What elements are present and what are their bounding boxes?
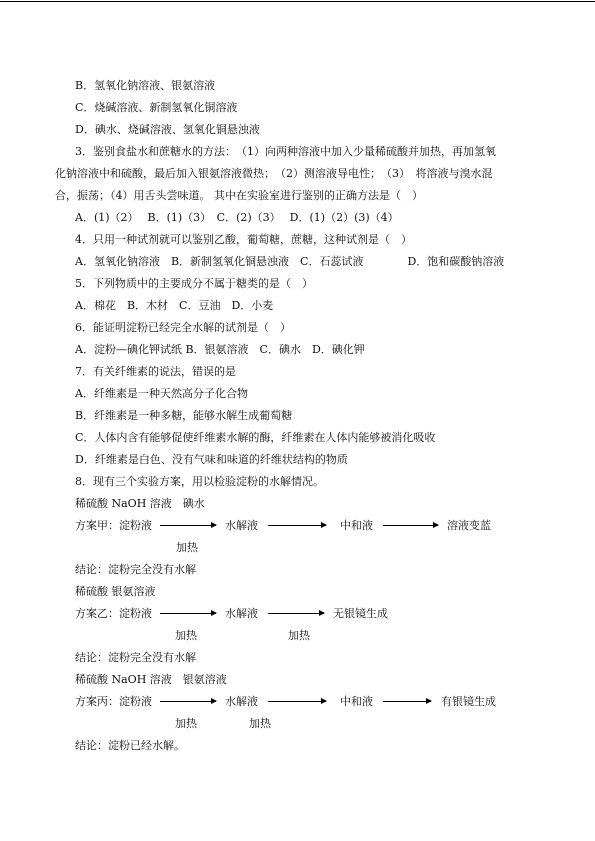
plan-b-reagents: 稀硫酸 银氨溶液 [75,585,156,598]
q3-stem-line2: 化钠溶液中和硫酸，最后加入银氨溶液微热； （2）测溶液导电性； （3） 将溶液与溴水混 [55,167,493,180]
q4-stem: 4．只用一种试剂就可以鉴别乙酸，葡萄糖，蔗糖，这种试剂是（ ） [75,233,412,246]
plan-b-step2: 无银镜生成 [333,607,388,620]
plan-a-arrow-1 [160,525,216,526]
plan-a-arrow-3 [383,525,438,526]
plan-c-reagents: 稀硫酸 NaOH 溶液 银氨溶液 [75,673,227,686]
q3-stem-line3: 合，振荡；（4）用舌头尝味道。 其中在实验室进行鉴别的正确方法是（ ） [55,189,423,202]
plan-a-conclusion: 结论：淀粉完全没有水解 [75,563,196,576]
q7-stem: 7．有关纤维素的说法，错误的是 [75,365,236,378]
plan-c-step3: 有银镜生成 [441,695,496,708]
q2-option-b: B．氢氧化钠溶液、银氨溶液 [75,79,216,92]
plan-b-heat-2: 加热 [288,629,310,642]
plan-a-step3: 溶液变蓝 [447,519,491,532]
q7-option-b: B．纤维素是一种多糖，能够水解生成葡萄糖 [75,409,293,422]
q8-stem: 8．现有三个实验方案，用以检验淀粉的水解情况。 [75,475,324,488]
plan-c-label: 方案丙：淀粉液 [75,695,152,708]
plan-c-heat-1: 加热 [175,717,197,730]
plan-a-heat: 加热 [176,541,198,554]
plan-b-arrow-2 [268,613,324,614]
q3-stem-line1: 3．鉴别食盐水和蔗糖水的方法： （1）向两种溶液中加入少量稀硫酸并加热，再加氢氧 [75,145,496,158]
plan-c-step2: 中和液 [340,695,373,708]
plan-b-conclusion: 结论：淀粉完全没有水解 [75,651,196,664]
page-top-rule [0,1,595,2]
plan-a-label: 方案甲：淀粉液 [75,519,152,532]
plan-c-arrow-2 [268,701,326,702]
plan-c-conclusion: 结论：淀粉已经水解。 [75,739,185,752]
plan-c-step1: 水解液 [225,695,258,708]
q3-options: A．(1)（2） B．(1)（3） C．(2)（3） D．(1)（2）(3)（4） [75,211,399,224]
plan-c-heat-2: 加热 [249,717,271,730]
plan-b-arrow-1 [160,613,216,614]
q6-stem: 6．能证明淀粉已经完全水解的试剂是（ ） [75,321,291,334]
q7-option-c: C．人体内含有能够促使纤维素水解的酶，纤维素在人体内能够被消化吸收 [75,431,436,444]
q6-options: A．淀粉—碘化钾试纸 B．银氨溶液 C．碘水 D．碘化钾 [75,343,365,356]
plan-a-step2: 中和液 [340,519,373,532]
q2-option-c: C．烧碱溶液、新制氢氧化铜溶液 [75,101,238,114]
q4-options: A．氢氧化钠溶液 B．新制氢氧化铜悬浊液 C．石蕊试液 D．饱和碳酸钠溶液 [75,255,505,268]
plan-b-heat-1: 加热 [175,629,197,642]
plan-a-arrow-2 [268,525,326,526]
q5-options: A．棉花 B．木材 C．豆油 D．小麦 [75,299,274,312]
plan-b-label: 方案乙：淀粉液 [75,607,152,620]
plan-c-arrow-3 [383,701,431,702]
plan-a-step1: 水解液 [225,519,258,532]
q5-stem: 5．下列物质中的主要成分不属于糖类的是（ ） [75,277,313,290]
plan-c-arrow-1 [160,701,216,702]
plan-a-reagents: 稀硫酸 NaOH 溶液 碘水 [75,497,205,510]
plan-b-step1: 水解液 [225,607,258,620]
q2-option-d: D．碘水、烧碱溶液、氢氧化铜悬浊液 [75,123,260,136]
q7-option-a: A．纤维素是一种天然高分子化合物 [75,387,248,400]
q7-option-d: D．纤维素是白色、没有气味和味道的纤维状结构的物质 [75,453,348,466]
